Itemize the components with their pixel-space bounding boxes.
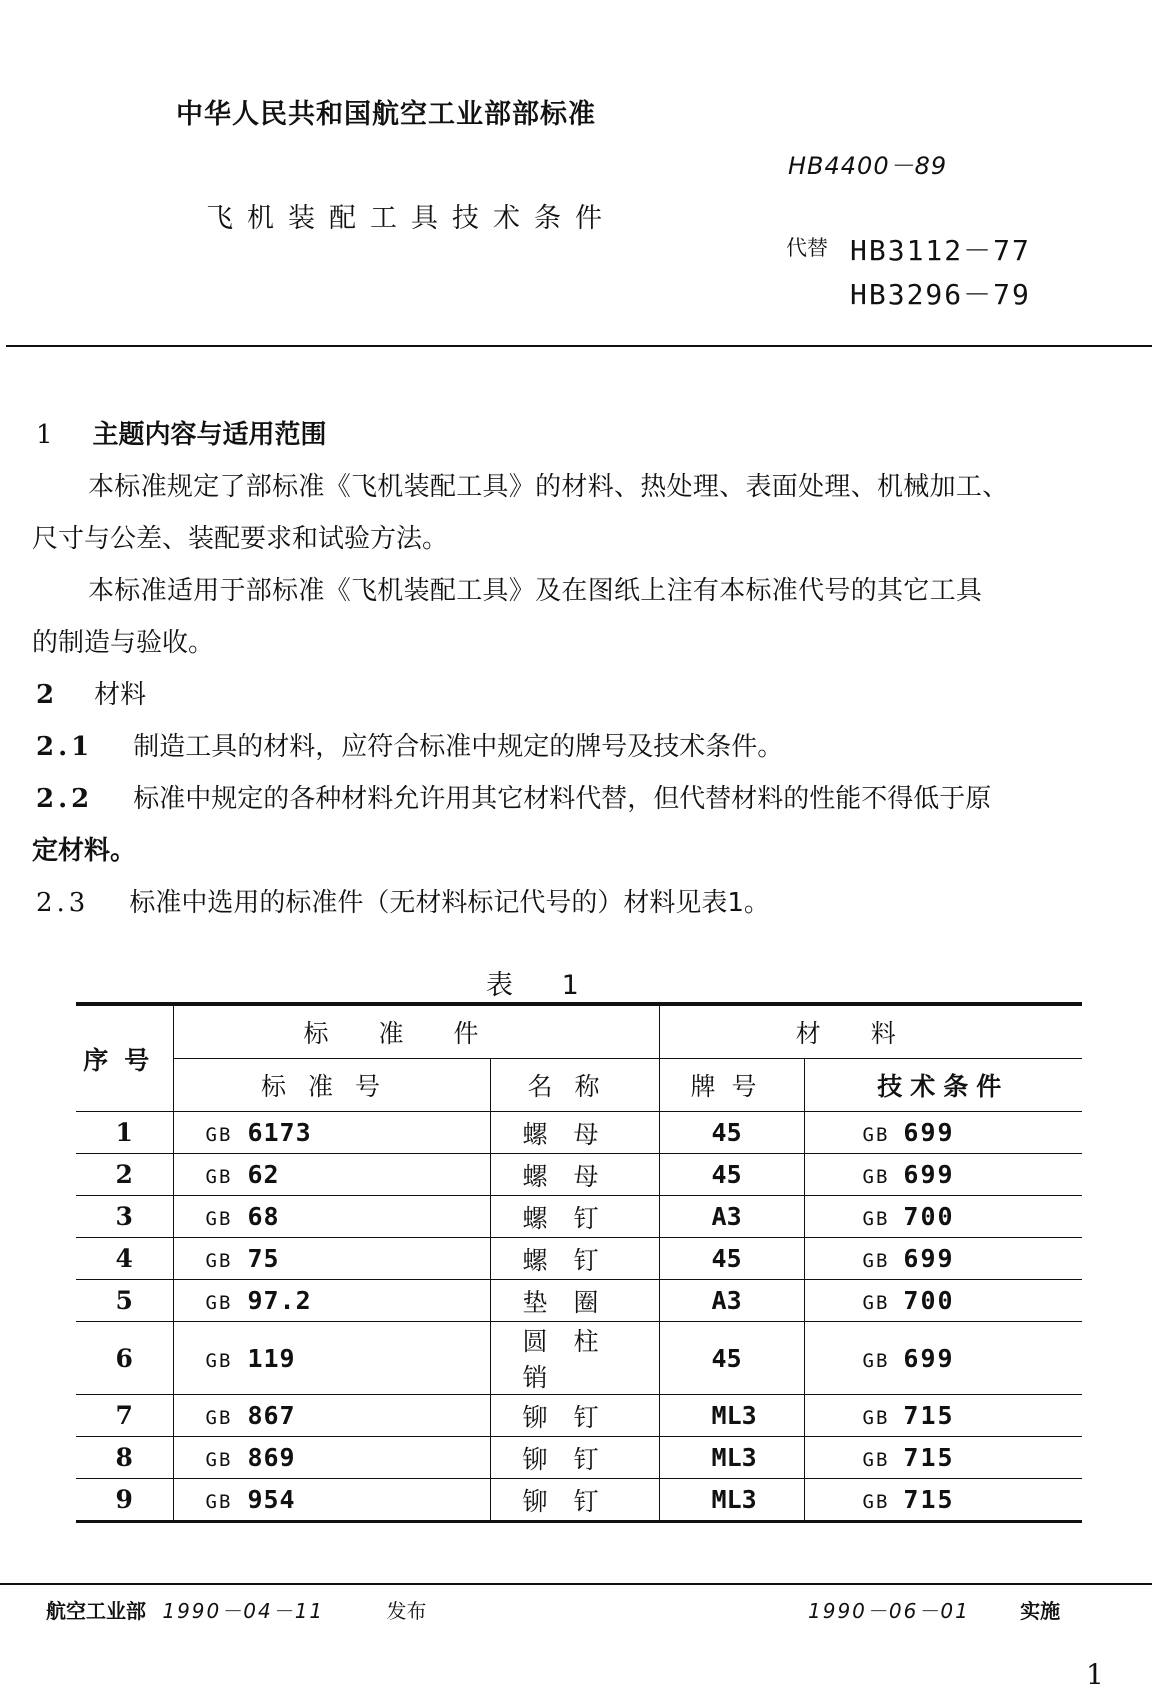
condition-number: 699 [903,1244,955,1273]
standard-prefix: GB [205,1407,233,1429]
standard-number: 97.2 [247,1286,312,1315]
cell-name: 圆柱销 [490,1322,659,1395]
cell-standard-no [173,1322,490,1395]
issuer: 航空工业部 [46,1599,146,1623]
clause-text: 制造工具的材料，应符合标准中规定的牌号及技术条件。 [133,732,784,762]
paragraph-line: 尺寸与公差、装配要求和试验方法。 [32,524,449,554]
cell-grade: 45 [659,1112,804,1154]
replaced-standard: HB3112－77 [850,234,1031,267]
paragraph-line: 本标准规定了部标准《飞机装配工具》的材料、热处理、表面处理、机械加工、 [88,472,1009,502]
cell-name: 螺母 [490,1154,659,1196]
cell-name: 垫圈 [490,1280,659,1322]
condition-number: 699 [903,1160,955,1189]
cell-name: 螺母 [490,1112,659,1154]
cell-standard-no [173,1479,490,1522]
replaced-standard: HB3296－79 [850,278,1031,311]
paragraph-line: 本标准适用于部标准《飞机装配工具》及在图纸上注有本标准代号的其它工具 [88,576,983,606]
implementation-date: 1990－06－01 [808,1599,970,1623]
condition-prefix: GB [862,1449,890,1471]
clause-number: 2.2 [36,784,94,814]
paragraph-line: 定材料。 [32,836,137,866]
section-number: 2 [36,680,55,710]
cell-standard-no [173,1154,490,1196]
standard-number: 62 [247,1160,280,1189]
standard-prefix: GB [205,1250,233,1272]
standard-prefix: GB [205,1292,233,1314]
standard-number: 867 [247,1401,296,1430]
col-header-standard-part: 标准件 [173,1004,659,1059]
table-row [76,1154,1082,1196]
replaces-label: 代替 [786,236,828,260]
table-row [76,1196,1082,1238]
condition-prefix: GB [862,1349,890,1372]
header-divider [6,345,1152,347]
clause-text: 标准中选用的标准件（无材料标记代号的）材料见表1。 [129,888,770,918]
standard-prefix: GB [205,1124,233,1146]
cell-standard-no [173,1112,490,1154]
standard-number: 869 [247,1443,296,1472]
col-header-grade: 牌号 [659,1059,804,1112]
cell-seq: 6 [76,1322,173,1395]
standard-number: 6173 [247,1118,312,1147]
condition-prefix: GB [862,1124,890,1146]
table-row [76,1280,1082,1322]
page-number: 1 [1086,1658,1104,1691]
standard-number: 954 [247,1485,296,1514]
implementation-info [808,1595,1060,1624]
cell-tech-condition [804,1280,1082,1322]
document-title: 飞机装配工具技术条件 [206,203,616,234]
implementation-label: 实施 [1020,1599,1061,1623]
cell-grade: ML3 [659,1437,804,1479]
materials-table [76,1002,1082,1523]
clause-text: 标准中规定的各种材料允许用其它材料代替，但代替材料的性能不得低于原 [133,784,992,814]
col-header-standard-no: 标准号 [173,1059,490,1112]
standard-prefix: GB [205,1491,233,1513]
paragraph-line: 的制造与验收。 [32,628,215,658]
section-2-heading [36,674,146,711]
cell-seq: 9 [76,1479,173,1522]
issue-label: 发布 [386,1599,427,1623]
cell-standard-no [173,1196,490,1238]
condition-prefix: GB [862,1166,890,1188]
standard-number: 75 [247,1244,280,1273]
condition-number: 699 [903,1118,955,1147]
table-subheader-row [76,1059,1082,1112]
cell-tech-condition [804,1437,1082,1479]
cell-seq: 8 [76,1437,173,1479]
cell-seq: 5 [76,1280,173,1322]
cell-standard-no [173,1437,490,1479]
table-header-row [76,1004,1082,1059]
table-row [76,1112,1082,1154]
cell-name: 螺钉 [490,1238,659,1280]
cell-tech-condition [804,1238,1082,1280]
section-number: 1 [36,420,53,450]
table-row [76,1238,1082,1280]
cell-standard-no [173,1395,490,1437]
cell-grade: A3 [659,1280,804,1322]
clause-number: 2.1 [36,732,94,762]
cell-name: 铆钉 [490,1395,659,1437]
section-1-heading [36,414,327,451]
cell-tech-condition [804,1322,1082,1395]
table-row [76,1479,1082,1522]
condition-number: 715 [903,1443,955,1472]
footer-divider [0,1583,1152,1585]
condition-number: 715 [903,1401,955,1430]
cell-tech-condition [804,1479,1082,1522]
clause-2-1 [36,726,783,763]
cell-standard-no [173,1280,490,1322]
condition-prefix: GB [862,1292,890,1314]
issuing-org: 中华人民共和国航空工业部部标准 [176,99,596,130]
cell-grade: ML3 [659,1479,804,1522]
col-header-seq: 序号 [76,1004,173,1112]
section-title: 主题内容与适用范围 [92,420,327,450]
cell-tech-condition [804,1112,1082,1154]
condition-prefix: GB [862,1407,890,1429]
clause-2-3 [36,882,770,919]
condition-number: 700 [903,1202,955,1231]
section-title: 材料 [94,680,147,710]
cell-grade: 45 [659,1154,804,1196]
condition-prefix: GB [862,1250,890,1272]
standard-prefix: GB [205,1208,233,1230]
col-header-material: 材料 [659,1004,1082,1059]
table-caption: 表 1 [486,970,599,1001]
condition-number: 715 [903,1485,955,1514]
condition-prefix: GB [862,1208,890,1230]
cell-tech-condition [804,1154,1082,1196]
cell-seq: 7 [76,1395,173,1437]
cell-seq: 2 [76,1154,173,1196]
standard-number: 119 [247,1343,296,1373]
clause-2-2 [36,778,991,815]
issue-date: 1990－04－11 [162,1599,325,1623]
cell-name: 螺钉 [490,1196,659,1238]
table-row [76,1395,1082,1437]
condition-prefix: GB [862,1491,890,1513]
cell-grade: ML3 [659,1395,804,1437]
table-row [76,1437,1082,1479]
cell-name: 铆钉 [490,1437,659,1479]
cell-standard-no [173,1238,490,1280]
cell-seq: 1 [76,1112,173,1154]
condition-number: 700 [903,1286,955,1315]
cell-grade: A3 [659,1196,804,1238]
cell-name: 铆钉 [490,1479,659,1522]
standard-number: 68 [247,1202,280,1231]
standard-code: HB4400－89 [788,152,948,180]
standard-prefix: GB [205,1166,233,1188]
clause-number: 2.3 [36,888,90,918]
cell-seq: 3 [76,1196,173,1238]
cell-tech-condition [804,1196,1082,1238]
issue-info [46,1595,427,1624]
standard-prefix: GB [205,1449,233,1471]
condition-number: 699 [903,1343,955,1373]
cell-tech-condition [804,1395,1082,1437]
cell-grade: 45 [659,1322,804,1395]
table-row [76,1322,1082,1395]
col-header-tech-condition: 技术条件 [804,1059,1082,1112]
cell-seq: 4 [76,1238,173,1280]
col-header-name: 名称 [490,1059,659,1112]
standard-prefix: GB [205,1349,233,1372]
cell-grade: 45 [659,1238,804,1280]
